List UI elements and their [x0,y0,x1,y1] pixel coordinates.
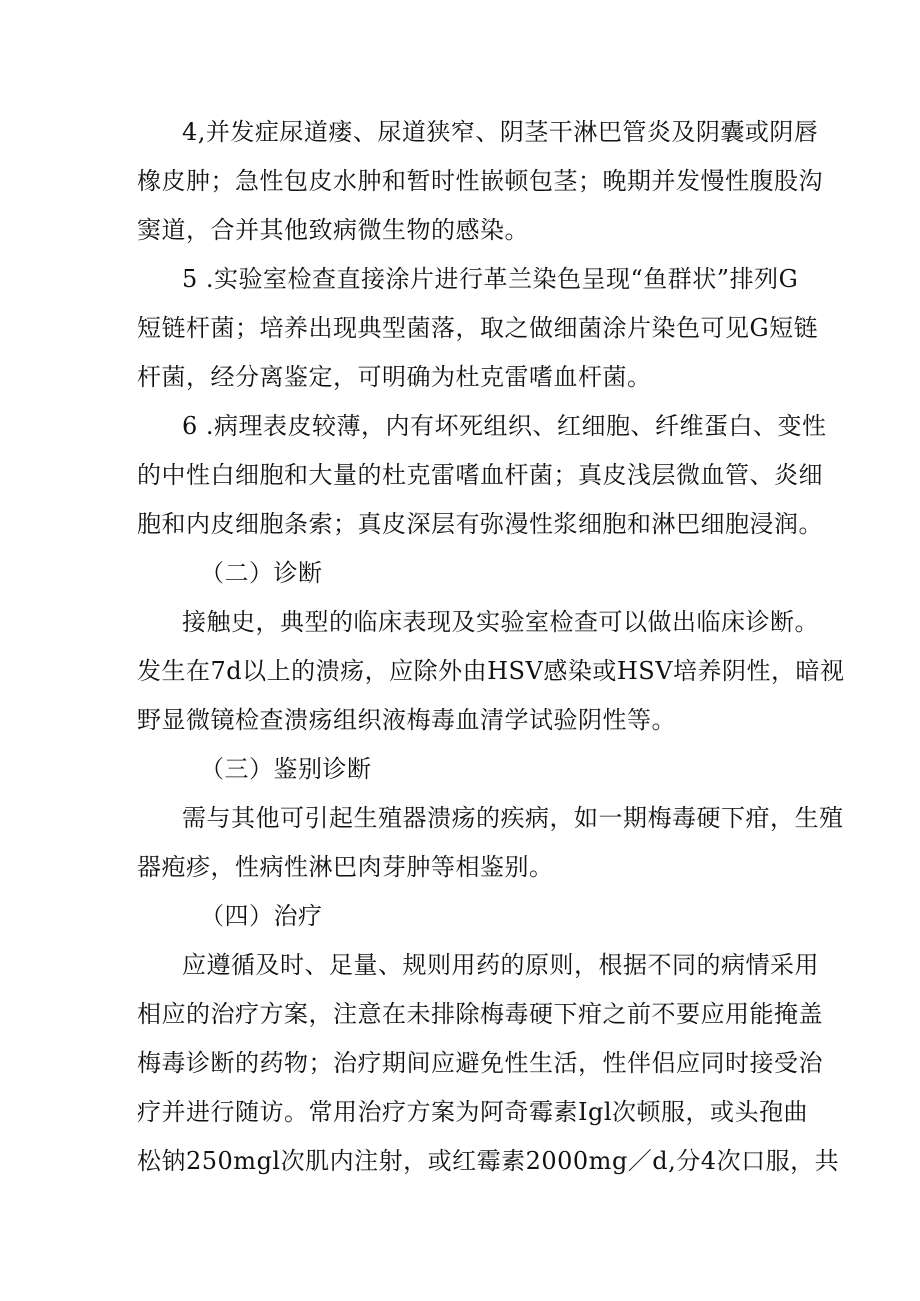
diagnosis-line-1: 接触史，典型的临床表现及实验室检查可以做出临床诊断。 [182,608,819,636]
paragraph-4-line-1: 4,并发症尿道瘘、尿道狭窄、阴茎干淋巴管炎及阴囊或阴唇 [182,118,819,146]
paragraph-4-line-2: 橡皮肿；急性包皮水肿和暂时性嵌顿包茎；晚期并发慢性腹股沟 [137,167,823,195]
treatment-line-3: 梅毒诊断的药物；治疗期间应避免性生活，性伴侣应同时接受治 [137,1049,823,1077]
paragraph-6-line-2: 的中性白细胞和大量的杜克雷嗜血杆菌；真皮浅层微血管、炎细 [137,461,823,489]
paragraph-6-line-1: 6 .病理表皮较薄，内有坏死组织、红细胞、纤维蛋白、变性 [182,412,827,440]
section-heading-differential-diagnosis: （三）鉴别诊断 [200,755,372,783]
treatment-line-2: 相应的治疗方案，注意在未排除梅毒硬下疳之前不要应用能掩盖 [137,1000,823,1028]
section-heading-diagnosis: （二）诊断 [200,559,323,587]
treatment-line-5: 松钠250mgl次肌内注射，或红霉素2000mg／d,分4次口服，共 [137,1147,840,1175]
paragraph-4-line-3: 窦道，合并其他致病微生物的感染。 [137,216,529,244]
diagnosis-line-2: 发生在7d以上的溃疡，应除外由HSV感染或HSV培养阴性，暗视 [137,657,845,685]
treatment-line-1: 应遵循及时、足量、规则用药的原则，根据不同的病情采用 [182,951,819,979]
diagnosis-line-3: 野显微镜检查溃疡组织液梅毒血清学试验阴性等。 [137,706,676,734]
paragraph-5-line-2: 短链杆菌；培养出现典型菌落，取之做细菌涂片染色可见G短链 [137,314,819,342]
paragraph-5-line-3: 杆菌，经分离鉴定，可明确为杜克雷嗜血杆菌。 [137,363,652,391]
treatment-line-4: 疗并进行随访。常用治疗方案为阿奇霉素Igl次顿服，或头孢曲 [137,1098,809,1126]
differential-line-2: 器疱疹，性病性淋巴肉芽肿等相鉴别。 [137,853,554,881]
paragraph-5-line-1: 5 .实验室检查直接涂片进行革兰染色呈现“鱼群状”排列G [182,265,799,293]
section-heading-treatment: （四）治疗 [200,902,323,930]
differential-line-1: 需与其他可引起生殖器溃疡的疾病，如一期梅毒硬下疳，生殖 [182,804,844,832]
paragraph-6-line-3: 胞和内皮细胞条索；真皮深层有弥漫性浆细胞和淋巴细胞浸润。 [137,510,823,538]
